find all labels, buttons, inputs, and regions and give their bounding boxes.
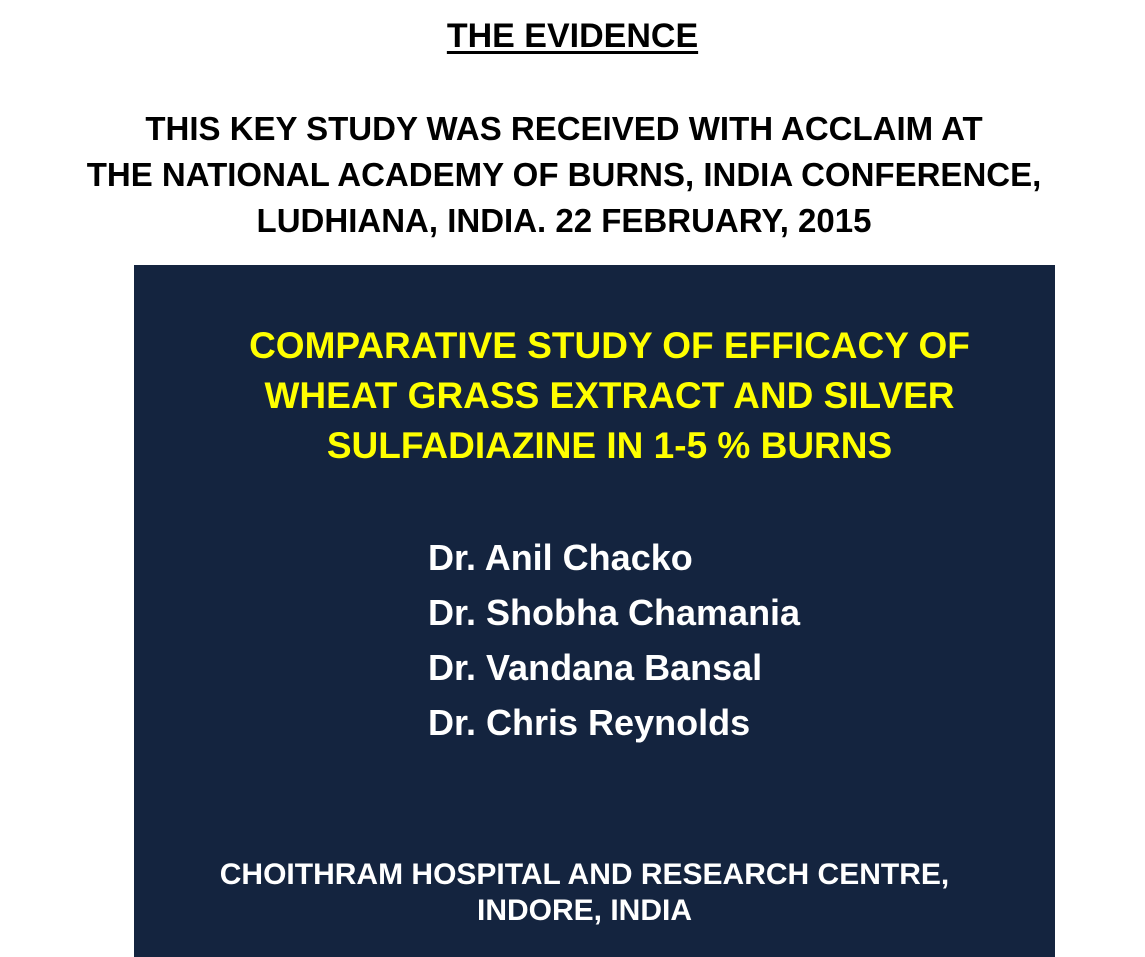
institution-line: INDORE, INDIA: [476, 894, 692, 927]
evidence-heading: [0, 14, 1145, 58]
author-name: Dr. Vandana Bansal: [428, 647, 763, 688]
author-list: [428, 530, 800, 750]
study-title-line: COMPARATIVE STUDY OF EFFICACY OF: [249, 325, 970, 366]
intro-statement: [0, 106, 1128, 244]
intro-line: THIS KEY STUDY WAS RECEIVED WITH ACCLAIM AT: [145, 110, 983, 147]
author-name: Dr. Anil Chacko: [428, 537, 693, 578]
institution: [134, 857, 1055, 929]
study-title: [134, 321, 1055, 471]
evidence-heading-text: THE EVIDENCE: [446, 17, 699, 55]
study-title-slide: [134, 265, 1055, 957]
author-name: Dr. Shobha Chamania: [428, 592, 801, 633]
intro-line: LUDHIANA, INDIA. 22 FEBRUARY, 2015: [256, 202, 872, 239]
intro-line: THE NATIONAL ACADEMY OF BURNS, INDIA CONFERENCE,: [86, 156, 1042, 193]
study-title-line: WHEAT GRASS EXTRACT AND SILVER: [264, 375, 955, 416]
institution-line: CHOITHRAM HOSPITAL AND RESEARCH CENTRE,: [219, 858, 950, 891]
author-name: Dr. Chris Reynolds: [428, 702, 751, 743]
study-title-line: SULFADIAZINE IN 1-5 % BURNS: [326, 425, 893, 466]
